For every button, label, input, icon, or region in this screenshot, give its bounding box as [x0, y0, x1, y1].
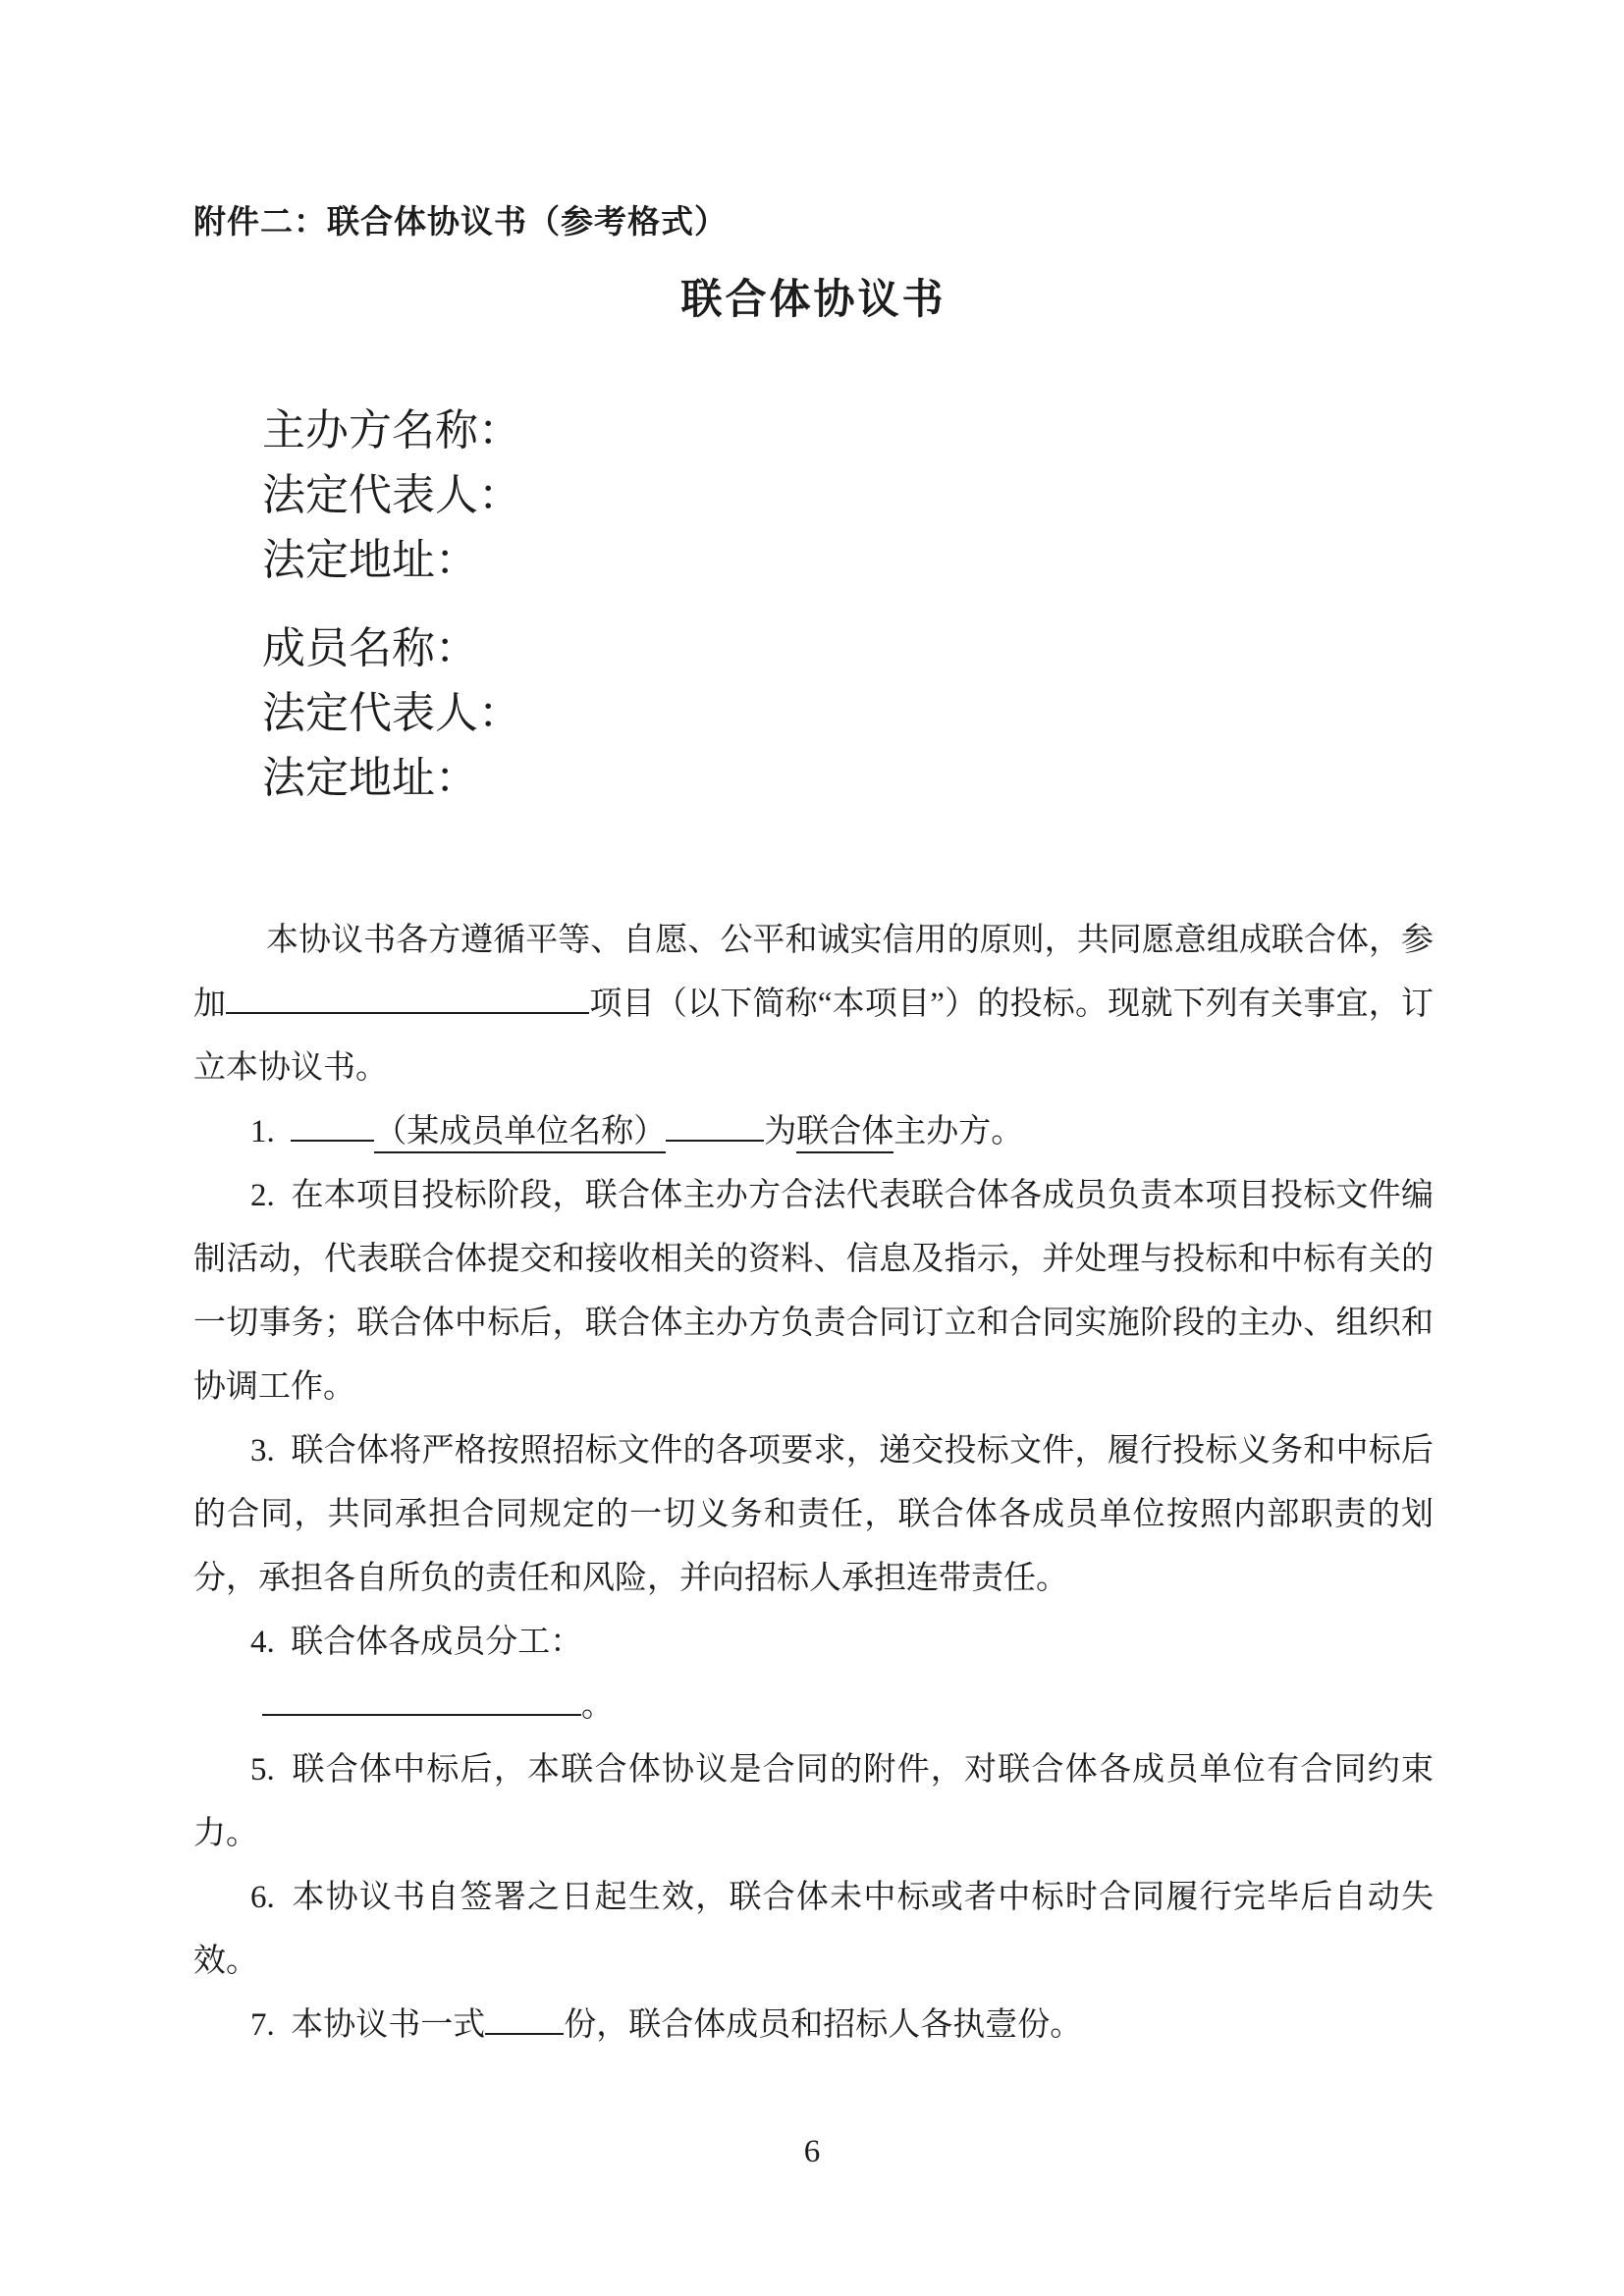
- blank-underline: [485, 1995, 564, 2035]
- blank-underline: [291, 1101, 374, 1142]
- paragraph-item-2: [193, 1164, 1434, 1419]
- text-run: 6. 本协议书自签署之日起生效，联合体未中标或者中标时合同履行完毕后自动失效。: [193, 1880, 1434, 1979]
- field-label: 法定地址：: [262, 754, 478, 802]
- fields-group-2: [193, 616, 1434, 811]
- blank-underline: [666, 1101, 764, 1142]
- text-run: 为: [764, 1114, 797, 1149]
- text-run: 主办方。: [893, 1114, 1024, 1149]
- page-footer: [0, 2132, 1624, 2171]
- field-label: 法定代表人：: [262, 689, 521, 737]
- paragraph-preamble: [193, 909, 1434, 1100]
- party-fields-section: [193, 399, 1434, 811]
- text-run: 5. 联合体中标后，本联合体协议是合同的附件，对联合体各成员单位有合同约束力。: [193, 1752, 1434, 1851]
- paragraph-item-1: [193, 1100, 1434, 1164]
- underlined-text: （某成员单位名称）: [374, 1113, 666, 1153]
- text-run: 1.: [250, 1114, 292, 1149]
- field-label: 成员名称：: [262, 624, 478, 672]
- body-paragraphs: [193, 909, 1434, 2057]
- text-run: 3. 联合体将严格按照招标文件的各项要求，递交投标文件，履行投标义务和中标后的合同，共同承担合同规定的一切义务和责任，联合体各成员单位按照内部职责的划分，承担各自所负的责任和风险，并向招标人承担连带责任。: [193, 1433, 1434, 1596]
- paragraph-item-6: [193, 1866, 1434, 1994]
- fields-group-1: [193, 399, 1434, 593]
- document-title: 联合体协议书: [680, 278, 947, 323]
- paragraph-item-3: [193, 1419, 1434, 1611]
- field-label: 法定代表人：: [262, 471, 521, 519]
- paragraph-item-7: [193, 1994, 1434, 2057]
- text-run: 7. 本协议书一式: [250, 2007, 486, 2043]
- text-run: 4. 联合体各成员分工：: [250, 1625, 583, 1660]
- field-label: 法定地址：: [262, 536, 478, 584]
- field-label: 主办方名称：: [262, 406, 521, 454]
- paragraph-item-4-answer: [193, 1675, 1434, 1738]
- blank-underline: [226, 974, 589, 1014]
- underlined-text: 联合体: [796, 1113, 893, 1153]
- text-run: 2. 在本项目投标阶段，联合体主办方合法代表联合体各成员负责本项目投标文件编制活动，代表联合体提交和接收相关的资料、信息及指示，并处理与投标和中标有关的一切事务；联合体中标后，联合体主办方负责合同订立和合同实施阶段的主办、组织和协调工作。: [193, 1178, 1434, 1405]
- page-number: 6: [803, 2134, 821, 2169]
- blank-underline: [262, 1676, 581, 1716]
- paragraph-item-4: [193, 1611, 1434, 1675]
- text-run: 项目（以下简称“本项目”）的投标。现就下列有关事宜，订立本协议书。: [193, 987, 1435, 1086]
- text-run: 本协议书各方遵循平等、自愿、公平和诚实信用的原则，共同愿意组成联合体，参加: [193, 923, 1434, 1022]
- paragraph-item-5: [193, 1738, 1434, 1866]
- text-run: 。: [581, 1688, 614, 1724]
- text-run: 份，联合体成员和招标人各执壹份。: [564, 2007, 1083, 2043]
- attachment-heading: 附件二：联合体协议书（参考格式）: [193, 205, 728, 240]
